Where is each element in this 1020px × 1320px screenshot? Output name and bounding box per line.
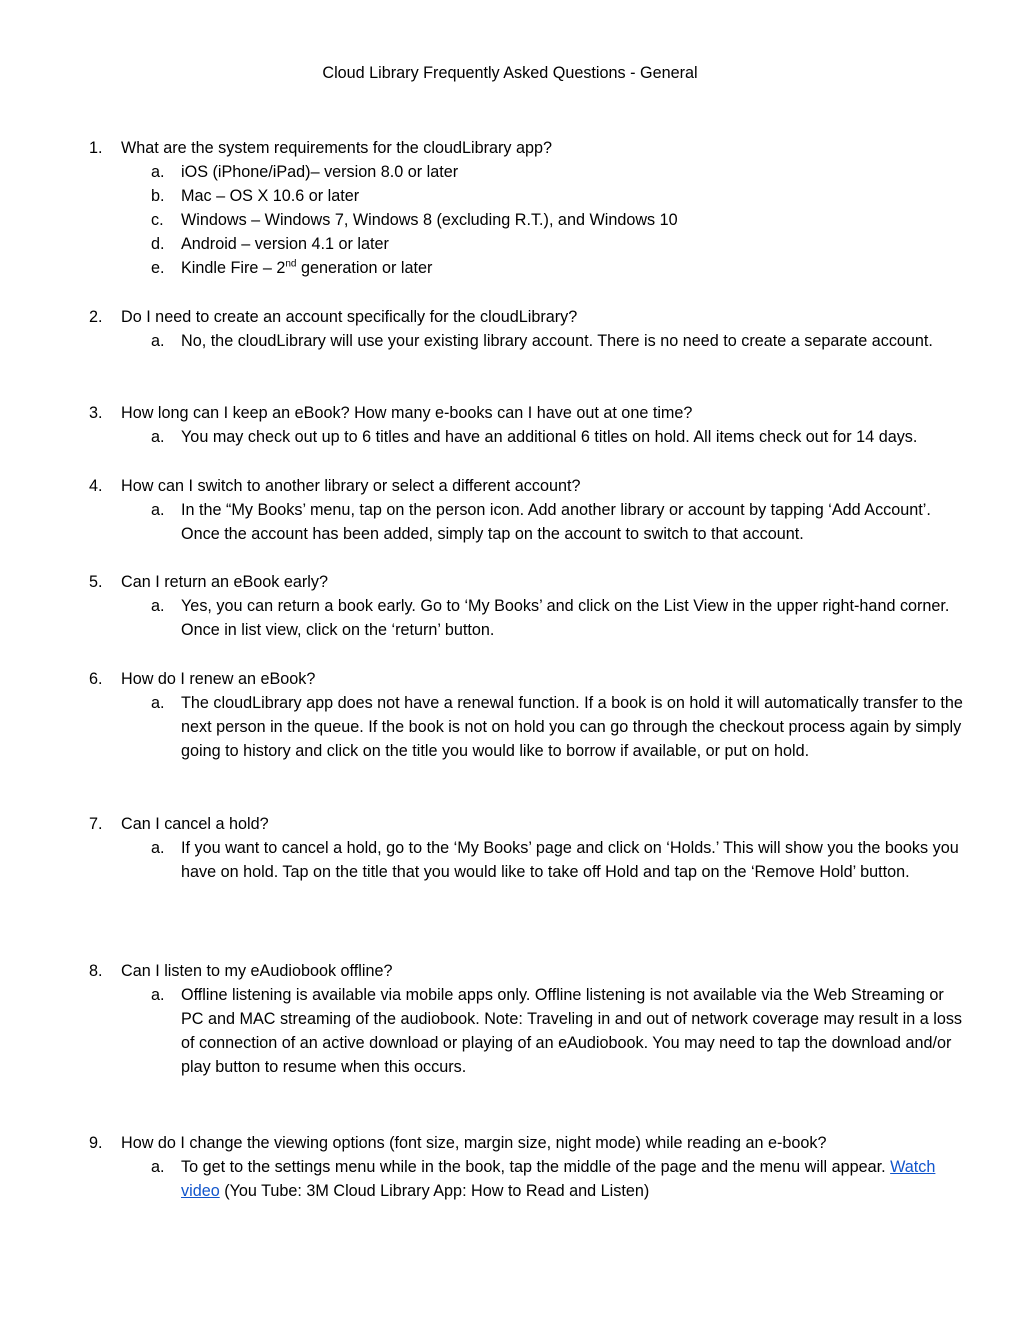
answer-text: No, the cloudLibrary will use your existing library account. There is no need to create a separate account.	[181, 332, 933, 350]
answer-letter: b.	[151, 187, 165, 205]
answer-letter: a.	[151, 501, 165, 519]
answer-item	[0, 691, 1020, 763]
question-number: 5.	[89, 573, 103, 591]
answer-text	[181, 256, 963, 280]
question-number: 2.	[89, 308, 103, 326]
answer-text: The cloudLibrary app does not have a renewal function. If a book is on hold it will automatically transfer to the next person in the queue. If the book is not on hold you can go through the checkout process again by simply going to history and click on the title you would like to borrow if available, or put on hold.	[181, 694, 963, 760]
answer-text: Mac – OS X 10.6 or later	[181, 187, 360, 205]
question-text: What are the system requirements for the cloudLibrary app?	[121, 139, 552, 157]
answer-item	[0, 983, 1020, 1079]
answer-text: iOS (iPhone/iPad)– version 8.0 or later	[181, 163, 459, 181]
answer-letter: e.	[151, 259, 165, 277]
answer-letter: a.	[151, 163, 165, 181]
answer-text: Yes, you can return a book early. Go to ‘My Books’ and click on the List View in the upper right-hand corner. Once in list view, click on the ‘return’ button.	[181, 597, 950, 639]
question-text: Can I return an eBook early?	[121, 573, 328, 591]
answer-item	[0, 160, 1020, 184]
answer-letter: a.	[151, 986, 165, 1004]
answer-letter: a.	[151, 839, 165, 857]
answer-text	[181, 1155, 963, 1203]
faq-item-8	[0, 959, 1020, 1079]
answer-item	[0, 256, 1020, 280]
question-text: Do I need to create an account specifically for the cloudLibrary?	[121, 308, 578, 326]
answer-text: If you want to cancel a hold, go to the ‘My Books’ page and click on ‘Holds.’ This will show you the books you have on hold. Tap on the title that you would like to take off Hold and tap on the ‘Remove Hold’ button.	[181, 839, 959, 881]
answer-item	[0, 425, 1020, 449]
answer-text-part: Kindle Fire – 2	[181, 259, 286, 277]
answer-text: Android – version 4.1 or later	[181, 235, 389, 253]
answer-text: Offline listening is available via mobile apps only. Offline listening is not available via the Web Streaming or PC and MAC streaming of the audiobook. Note: Traveling in and out of network coverage may result in a loss of connection of an active download or playing of an eAudiobook. You may need to tap the download and/or play button to resume when this occurs.	[181, 986, 963, 1076]
question-text: Can I cancel a hold?	[121, 815, 269, 833]
answer-letter: a.	[151, 332, 165, 350]
answer-text-part: To get to the settings menu while in the book, tap the middle of the page and the menu will appear.	[181, 1158, 891, 1176]
page-title: Cloud Library Frequently Asked Questions - General	[322, 64, 698, 82]
question-number: 4.	[89, 477, 103, 495]
question-number: 3.	[89, 404, 103, 422]
answer-letter: a.	[151, 428, 165, 446]
answer-item	[0, 184, 1020, 208]
answer-item	[0, 594, 1020, 642]
answer-letter: a.	[151, 1158, 165, 1176]
question-number: 6.	[89, 670, 103, 688]
faq-item-9	[0, 1131, 1020, 1203]
answer-item	[0, 208, 1020, 232]
question-text: How do I renew an eBook?	[121, 670, 316, 688]
question-text: How can I switch to another library or select a different account?	[121, 477, 581, 495]
answer-text-part: (You Tube: 3M Cloud Library App: How to Read and Listen)	[219, 1182, 650, 1200]
question-number: 7.	[89, 815, 103, 833]
answer-text: You may check out up to 6 titles and have an additional 6 titles on hold. All items check out for 14 days.	[181, 428, 918, 446]
question-number: 8.	[89, 962, 103, 980]
question-text: How long can I keep an eBook? How many e-books can I have out at one time?	[121, 404, 693, 422]
question-text: How do I change the viewing options (font size, margin size, night mode) while reading an e-book?	[121, 1134, 827, 1152]
answer-letter: d.	[151, 235, 165, 253]
faq-item-3	[0, 401, 1020, 449]
answer-item	[0, 329, 1020, 353]
faq-item-4	[0, 474, 1020, 546]
answer-text: In the “My Books’ menu, tap on the person icon. Add another library or account by tapping ‘Add Account’. Once the account has been added, simply tap on the account to switch to that account.	[181, 501, 931, 543]
superscript: nd	[285, 258, 297, 270]
question-number: 1.	[89, 139, 103, 157]
answer-text-part: generation or later	[296, 259, 433, 277]
answer-item	[0, 1155, 1020, 1203]
faq-item-6	[0, 667, 1020, 763]
faq-item-1	[0, 136, 1020, 280]
answer-letter: a.	[151, 694, 165, 712]
answer-item	[0, 232, 1020, 256]
question-number: 9.	[89, 1134, 103, 1152]
answer-letter: a.	[151, 597, 165, 615]
watch-video-link[interactable]: Watch video	[181, 1158, 936, 1200]
answer-letter: c.	[151, 211, 164, 229]
faq-item-2	[0, 305, 1020, 353]
question-text: Can I listen to my eAudiobook offline?	[121, 962, 393, 980]
faq-item-5	[0, 570, 1020, 642]
answer-item	[0, 498, 1020, 546]
answer-item	[0, 836, 1020, 884]
answer-text: Windows – Windows 7, Windows 8 (excluding R.T.), and Windows 10	[181, 211, 678, 229]
faq-item-7	[0, 812, 1020, 884]
